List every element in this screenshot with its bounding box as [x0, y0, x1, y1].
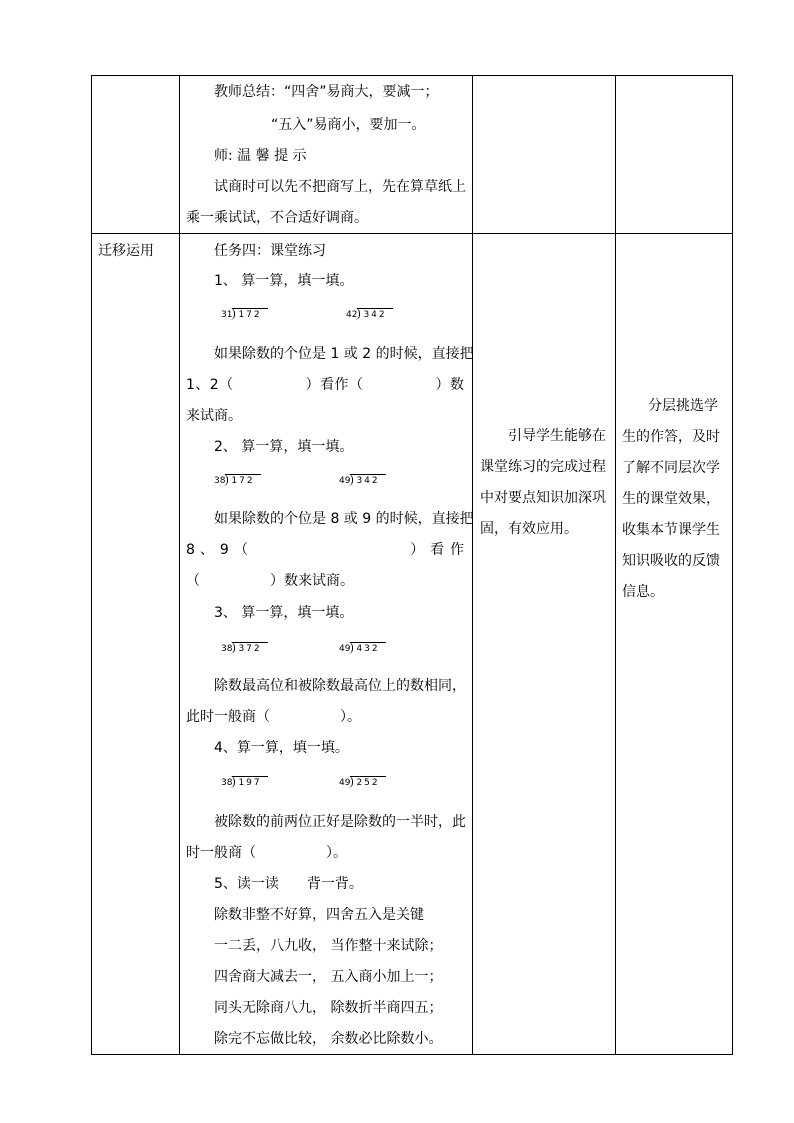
intent-line: 引导学生能够在 — [508, 428, 606, 444]
exercise-2-rule-line2: 8 、 9 （ ） 看 作 — [186, 542, 464, 558]
assessment-line: 分层挑选学 — [648, 398, 718, 414]
exercise-4-rule-line1: 被除数的前两位正好是除数的一半时，此 — [214, 814, 466, 830]
table-right-border — [732, 75, 733, 1055]
dividend: 172 — [232, 308, 267, 321]
assessment-line: 知识吸收的反馈 — [622, 553, 720, 569]
exercise-2-division-a — [214, 474, 261, 488]
exercise-2-heading: 2、 算一算，填一填。 — [214, 439, 354, 455]
exercise-2-rule-line1: 如果除数的个位是 8 或 9 的时候，直接把 — [214, 511, 474, 527]
exercise-2-division-b — [339, 474, 386, 488]
exercise-3-rule-line2: 此时一般商（ ）。 — [186, 709, 361, 725]
rhyme-line: 四舍商大减去一， 五入商小加上一； — [214, 969, 443, 985]
divisor: 49 — [339, 644, 351, 654]
divisor: 38 — [221, 778, 233, 788]
assessment-line: 收集本节课学生 — [622, 522, 720, 538]
divisor: 49 — [339, 778, 351, 788]
table-col-divider-2 — [472, 75, 473, 1055]
divisor: 42 — [346, 310, 358, 320]
dividend: 432 — [350, 642, 385, 655]
intent-line: 固，有效应用。 — [480, 521, 578, 537]
divisor: 38 — [214, 476, 226, 486]
table-bottom-border — [91, 1054, 733, 1055]
stage-label: 迁移运用 — [98, 243, 154, 259]
table-row-divider — [91, 233, 733, 234]
exercise-1-rule-line3: 来试商。 — [186, 408, 242, 424]
exercise-1-heading: 1、 算一算，填一填。 — [214, 273, 354, 289]
assessment-line: 了解不同层次学 — [622, 460, 720, 476]
intent-line: 课堂练习的完成过程 — [480, 459, 606, 475]
rhyme-heading: 5、读一读 背一背。 — [214, 876, 363, 892]
exercise-3-heading: 3、 算一算，填一填。 — [214, 605, 354, 621]
exercise-4-division-a — [221, 776, 268, 790]
table-top-border — [91, 75, 733, 76]
rhyme-line: 除完不忘做比较， 余数必比除数小。 — [214, 1031, 443, 1047]
teacher-tip-line2: 乘一乘试试，不合适好调商。 — [186, 210, 368, 226]
dividend: 342 — [350, 474, 385, 487]
exercise-4-rule-line2: 时一般商（ ）。 — [186, 845, 347, 861]
exercise-3-division-a — [221, 642, 268, 656]
table-left-border — [91, 75, 92, 1055]
exercise-3-division-b — [339, 642, 386, 656]
teacher-tip-title: 师: 温 馨 提 示 — [214, 148, 307, 164]
exercise-1-rule-line2: 1、2（ ）看作（ ）数 — [186, 377, 464, 393]
exercise-4-heading: 4、算一算，填一填。 — [214, 740, 349, 756]
dividend: 197 — [232, 776, 267, 789]
dividend: 252 — [350, 776, 385, 789]
assessment-line: 信息。 — [622, 584, 664, 600]
assessment-line: 生的作答，及时 — [622, 429, 720, 445]
dividend: 372 — [232, 642, 267, 655]
exercise-1-division-a — [221, 308, 268, 322]
task-title: 任务四：课堂练习 — [214, 243, 326, 259]
teacher-tip-line1: 试商时可以先不把商写上，先在算草纸上 — [214, 179, 466, 195]
divisor: 38 — [221, 644, 233, 654]
dividend: 342 — [357, 308, 392, 321]
dividend: 172 — [225, 474, 260, 487]
exercise-4-division-b — [339, 776, 386, 790]
divisor: 31 — [221, 310, 233, 320]
intent-line: 中对要点知识加深巩 — [480, 490, 606, 506]
exercise-3-rule-line1: 除数最高位和被除数最高位上的数相同， — [214, 678, 466, 694]
teacher-summary-line2: “五入”易商小，要加一。 — [271, 117, 426, 133]
exercise-1-rule-line1: 如果除数的个位是 1 或 2 的时候，直接把 — [214, 346, 474, 362]
teacher-summary-line1: 教师总结：“四舍”易商大，要减一； — [214, 84, 439, 100]
rhyme-line: 除数非整不好算，四舍五入是关键 — [214, 907, 424, 923]
divisor: 49 — [339, 476, 351, 486]
rhyme-line: 一二丢，八九收， 当作整十来试除； — [214, 938, 443, 954]
exercise-2-rule-line3: （ ）数来试商。 — [186, 573, 354, 589]
rhyme-line: 同头无除商八九， 除数折半商四五； — [214, 1000, 443, 1016]
exercise-1-division-b — [346, 308, 393, 322]
table-col-divider-3 — [615, 75, 616, 1055]
assessment-line: 生的课堂效果， — [622, 491, 720, 507]
table-col-divider-1 — [179, 75, 180, 1055]
